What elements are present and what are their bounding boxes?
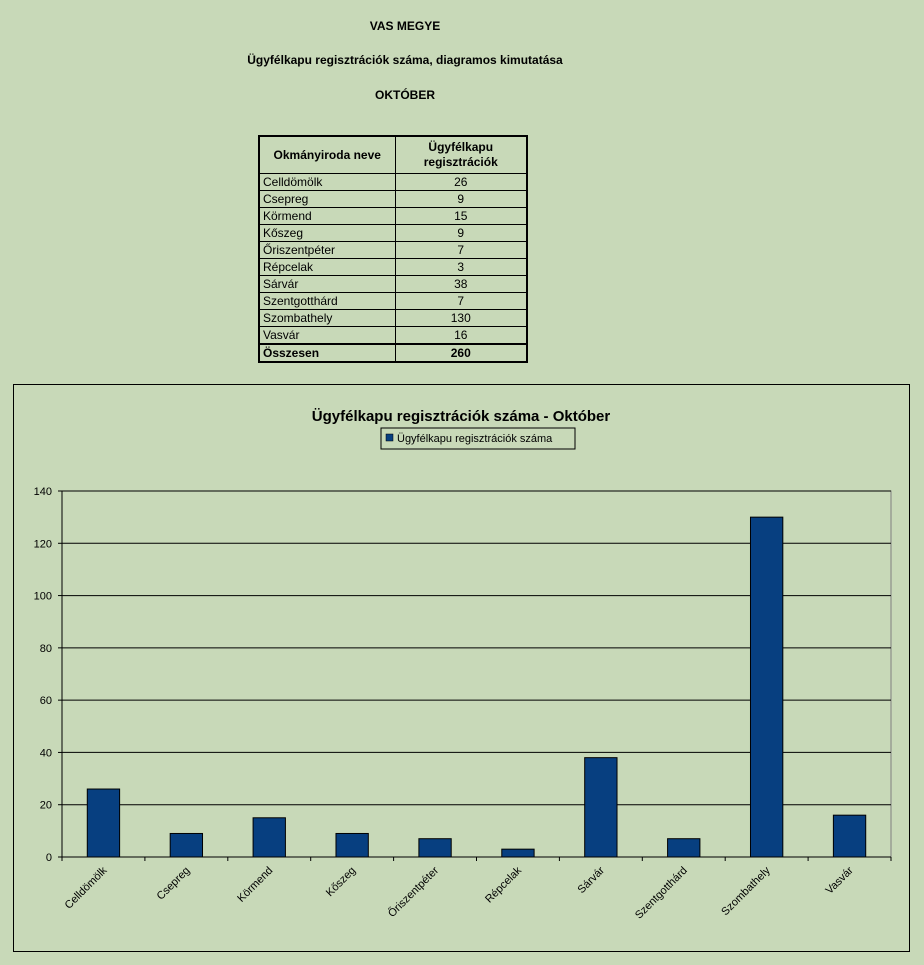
col-header-registrations: Ügyfélkapu regisztrációk xyxy=(395,136,527,174)
table-row xyxy=(259,242,527,259)
table-total-row xyxy=(259,344,527,362)
registrations-cell: 130 xyxy=(395,310,527,327)
bar-6 xyxy=(585,758,617,857)
x-tick-label: Csepreg xyxy=(154,864,193,903)
bar-5 xyxy=(502,849,534,857)
table-row xyxy=(259,225,527,242)
bar-1 xyxy=(170,833,202,857)
table-row xyxy=(259,174,527,191)
table-row xyxy=(259,276,527,293)
y-tick-label: 120 xyxy=(33,538,52,551)
registrations-cell: 3 xyxy=(395,259,527,276)
office-name-cell: Kőszeg xyxy=(259,225,395,242)
office-name-cell: Szombathely xyxy=(259,310,395,327)
office-name-cell: Körmend xyxy=(259,208,395,225)
x-tick-label: Sárvár xyxy=(575,864,607,897)
col-header-office: Okmányiroda neve xyxy=(259,136,395,174)
x-tick-label: Körmend xyxy=(235,864,276,905)
registrations-cell: 9 xyxy=(395,225,527,242)
table-row xyxy=(259,191,527,208)
table-row xyxy=(259,208,527,225)
bar-chart xyxy=(14,385,909,951)
x-tick-label: Répcelak xyxy=(483,864,525,906)
x-tick-label: Kőszeg xyxy=(323,864,359,900)
office-name-cell: Szentgotthárd xyxy=(259,293,395,310)
registrations-cell: 7 xyxy=(395,242,527,259)
bar-2 xyxy=(253,818,285,857)
table-row xyxy=(259,310,527,327)
x-tick-label: Vasvár xyxy=(823,864,856,897)
office-name-cell: Celldömölk xyxy=(259,174,395,191)
registrations-table xyxy=(258,135,528,363)
registrations-cell: 7 xyxy=(395,293,527,310)
y-tick-label: 20 xyxy=(39,799,52,812)
total-label-cell: Összesen xyxy=(259,344,395,362)
office-name-cell: Vasvár xyxy=(259,327,395,345)
chart-title: Ügyfélkapu regisztrációk száma - Október xyxy=(311,408,611,425)
total-value-cell: 260 xyxy=(395,344,527,362)
x-tick-label: Őriszentpéter xyxy=(385,864,442,920)
registrations-cell: 26 xyxy=(395,174,527,191)
bar-3 xyxy=(336,833,368,857)
chart-area xyxy=(13,384,910,952)
table-body xyxy=(259,174,527,363)
y-tick-label: 0 xyxy=(45,852,52,864)
y-tick-label: 40 xyxy=(39,747,52,760)
bar-8 xyxy=(750,517,782,857)
table-row xyxy=(259,259,527,276)
legend-label: Ügyfélkapu regisztrációk száma xyxy=(397,433,553,445)
office-name-cell: Csepreg xyxy=(259,191,395,208)
y-tick-label: 140 xyxy=(33,486,52,498)
office-name-cell: Őriszentpéter xyxy=(259,242,395,259)
office-name-cell: Sárvár xyxy=(259,276,395,293)
office-name-cell: Répcelak xyxy=(259,259,395,276)
report-subtitle: Ügyfélkapu regisztrációk száma, diagramos kimutatása xyxy=(247,53,563,67)
table-row xyxy=(259,293,527,310)
x-tick-label: Szentgotthárd xyxy=(632,864,690,922)
bar-0 xyxy=(87,789,119,857)
table-row xyxy=(259,327,527,345)
y-tick-label: 80 xyxy=(39,642,52,655)
bar-9 xyxy=(833,815,865,857)
y-tick-label: 100 xyxy=(33,590,52,603)
bar-7 xyxy=(668,839,700,857)
bar-4 xyxy=(419,839,451,857)
x-tick-label: Celldömölk xyxy=(62,864,110,912)
y-tick-label: 60 xyxy=(39,695,52,708)
registrations-cell: 38 xyxy=(395,276,527,293)
x-tick-label: Szombathely xyxy=(719,864,773,919)
month-title: OKTÓBER xyxy=(375,88,435,102)
legend-swatch xyxy=(386,434,393,441)
table-header-row xyxy=(259,136,527,174)
registrations-cell: 16 xyxy=(395,327,527,345)
county-title: VAS MEGYE xyxy=(369,19,441,33)
registrations-cell: 9 xyxy=(395,191,527,208)
registrations-cell: 15 xyxy=(395,208,527,225)
